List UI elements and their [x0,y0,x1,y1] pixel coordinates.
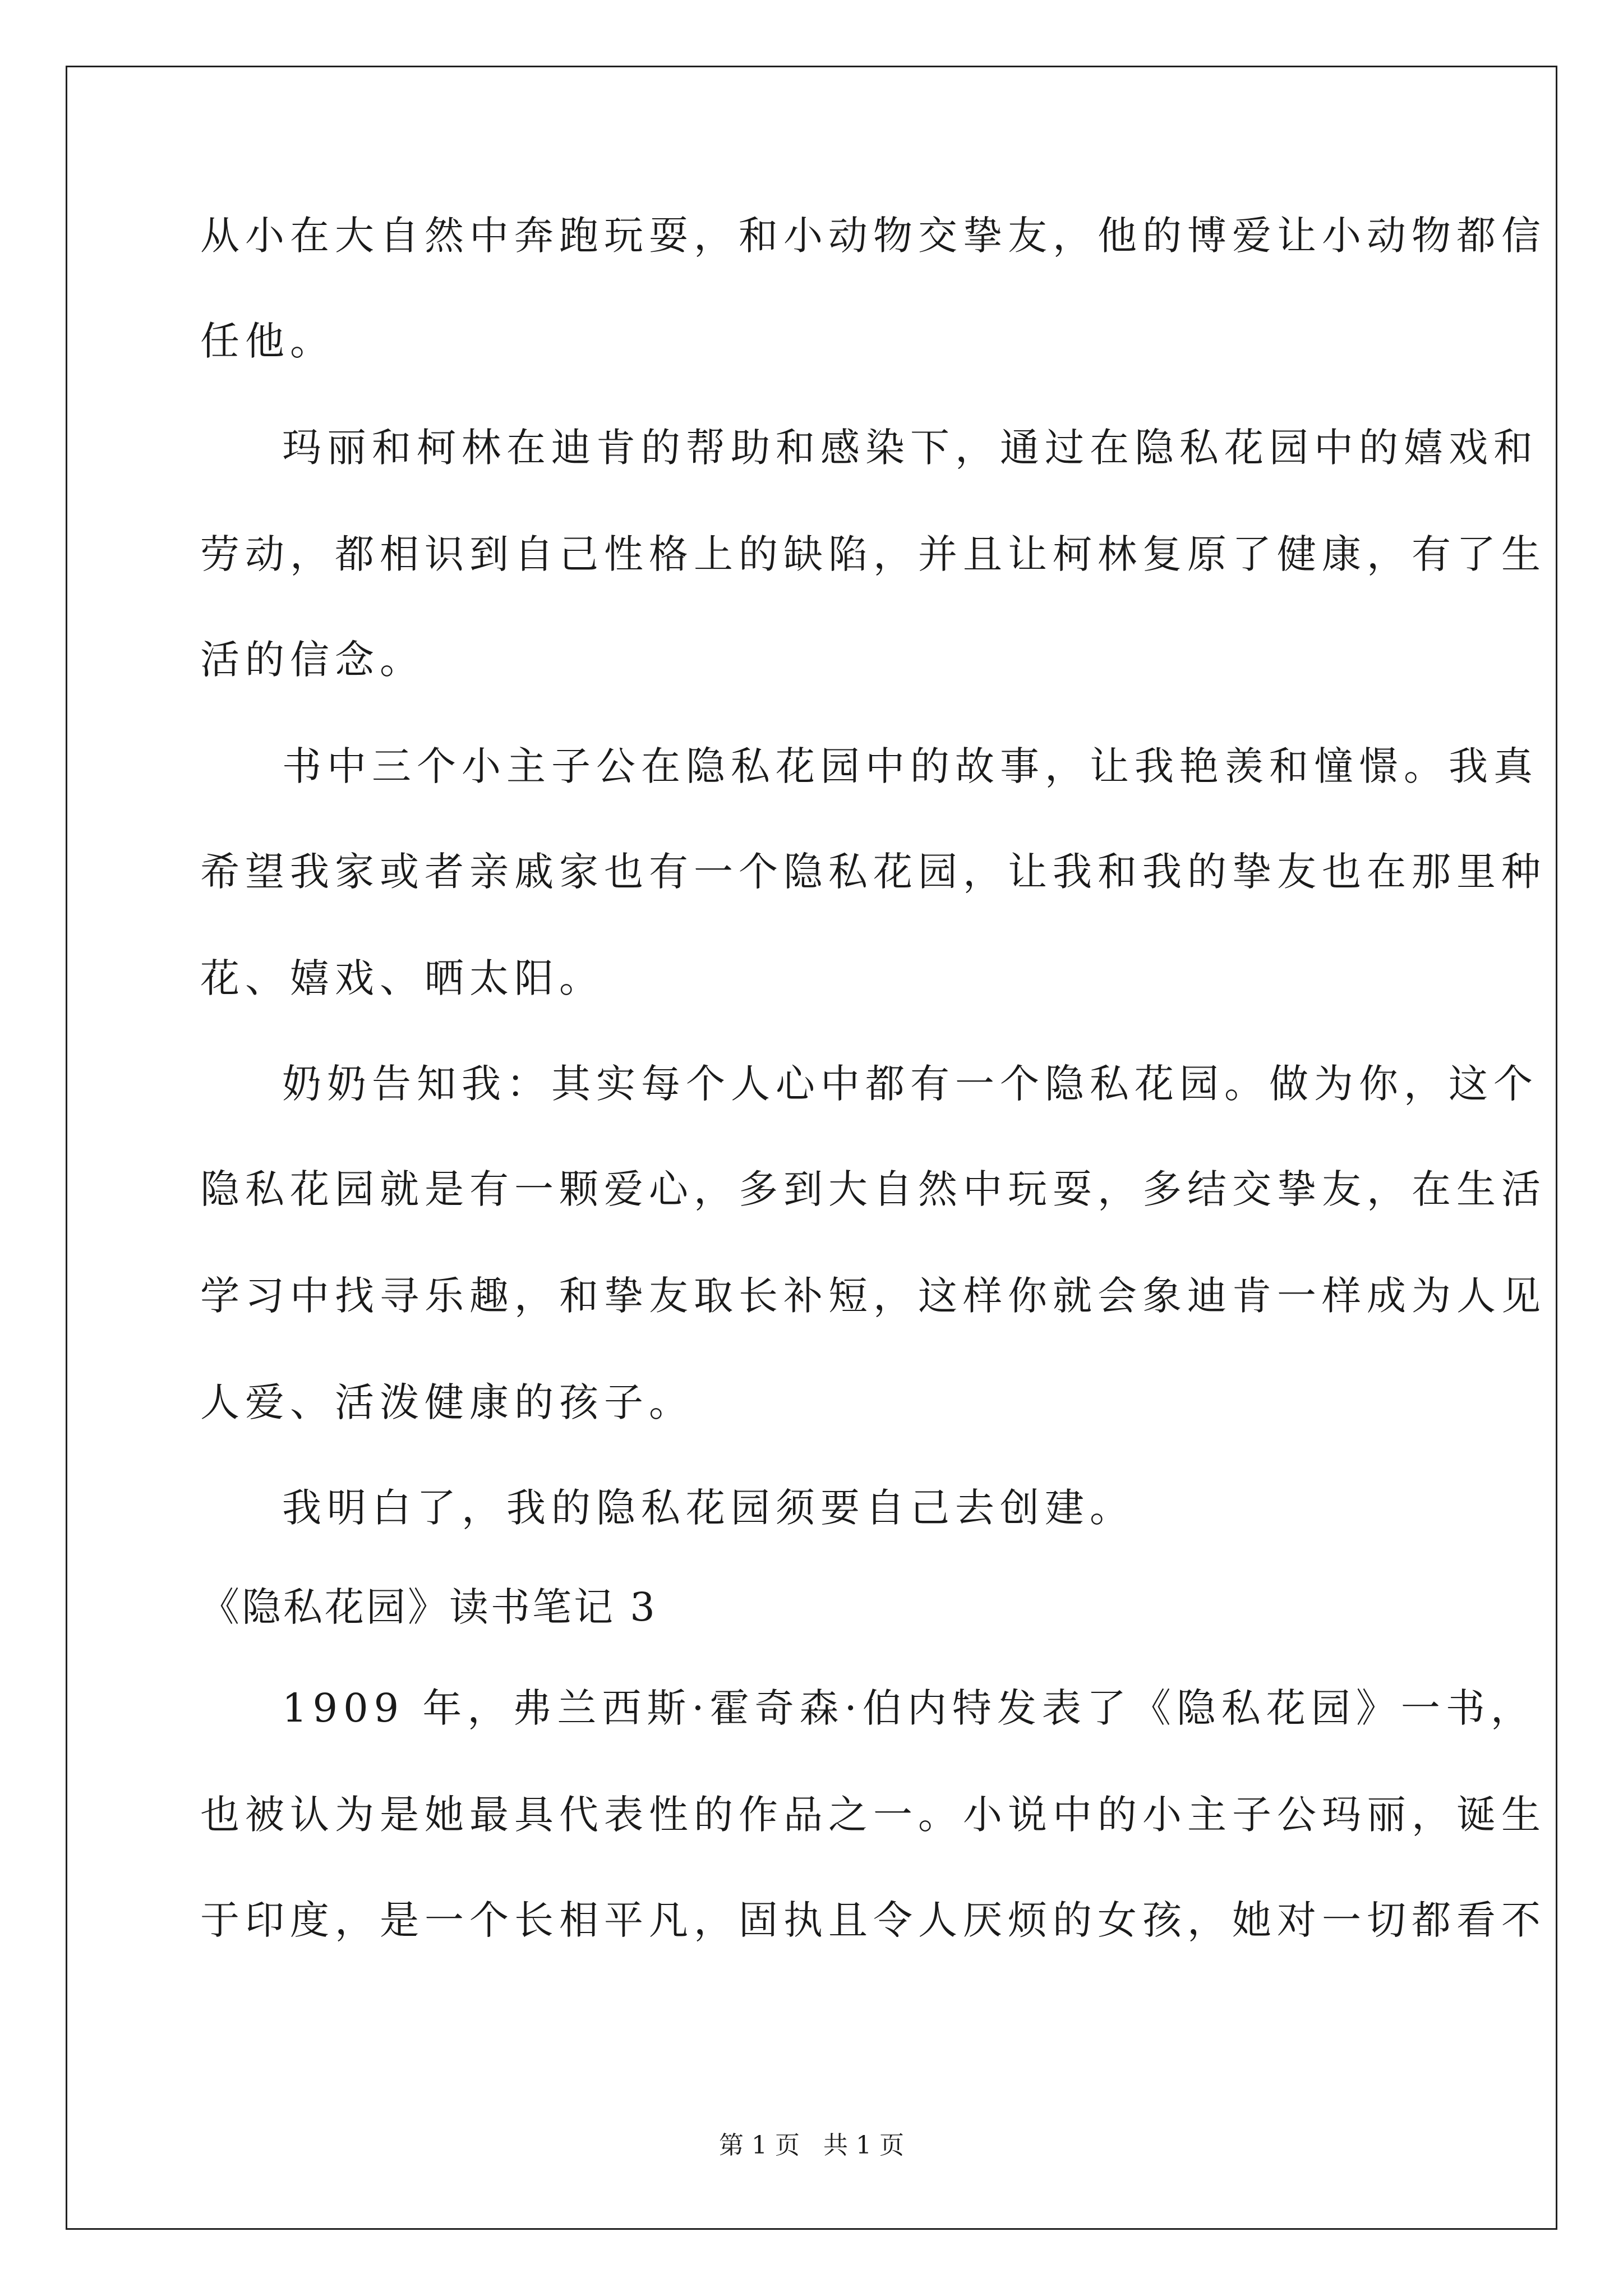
section-heading: 《隐私花园》读书笔记 3 [200,1584,657,1630]
page-total: 共 1 页 [823,2131,904,2160]
paragraph-line: 活的信念。 [200,637,425,683]
paragraph-line: 书中三个小主子公在隐私花园中的故事，让我艳羡和憧憬。我真 [282,743,1538,789]
paragraph-line: 从小在大自然中奔跑玩耍，和小动物交挚友，他的博爱让小动物都信 [200,213,1546,259]
page-footer [0,2129,1623,2162]
paragraph-line: 奶奶告知我：其实每个人心中都有一个隐私花园。做为你，这个 [282,1061,1538,1107]
paragraph-line: 于印度，是一个长相平凡，固执且令人厌烦的女孩，她对一切都看不 [200,1897,1546,1943]
paragraph-line: 玛丽和柯林在迪肯的帮助和感染下，通过在隐私花园中的嬉戏和 [282,425,1538,471]
paragraph-line: 人爱、活泼健康的孩子。 [200,1379,694,1425]
paragraph-line: 隐私花园就是有一颗爱心，多到大自然中玩耍，多结交挚友，在生活 [200,1166,1546,1212]
paragraph-line: 我明白了，我的隐私花园须要自己去创建。 [282,1485,1135,1531]
paragraph-line: 劳动，都相识到自己性格上的缺陷，并且让柯林复原了健康，有了生 [200,531,1546,577]
paragraph-line: 1909 年，弗兰西斯·霍奇森·伯内特发表了《隐私花园》一书， [282,1685,1536,1731]
paragraph-line: 学习中找寻乐趣，和挚友取长补短，这样你就会象迪肯一样成为人见 [200,1273,1546,1319]
paragraph-line: 希望我家或者亲戚家也有一个隐私花园，让我和我的挚友也在那里种 [200,849,1546,895]
paragraph-line: 也被认为是她最具代表性的作品之一。小说中的小主子公玛丽，诞生 [200,1792,1546,1838]
paragraph-line: 花、嬉戏、晒太阳。 [200,955,604,1001]
page-number: 第 1 页 [719,2131,800,2160]
paragraph-line: 任他。 [200,318,335,364]
